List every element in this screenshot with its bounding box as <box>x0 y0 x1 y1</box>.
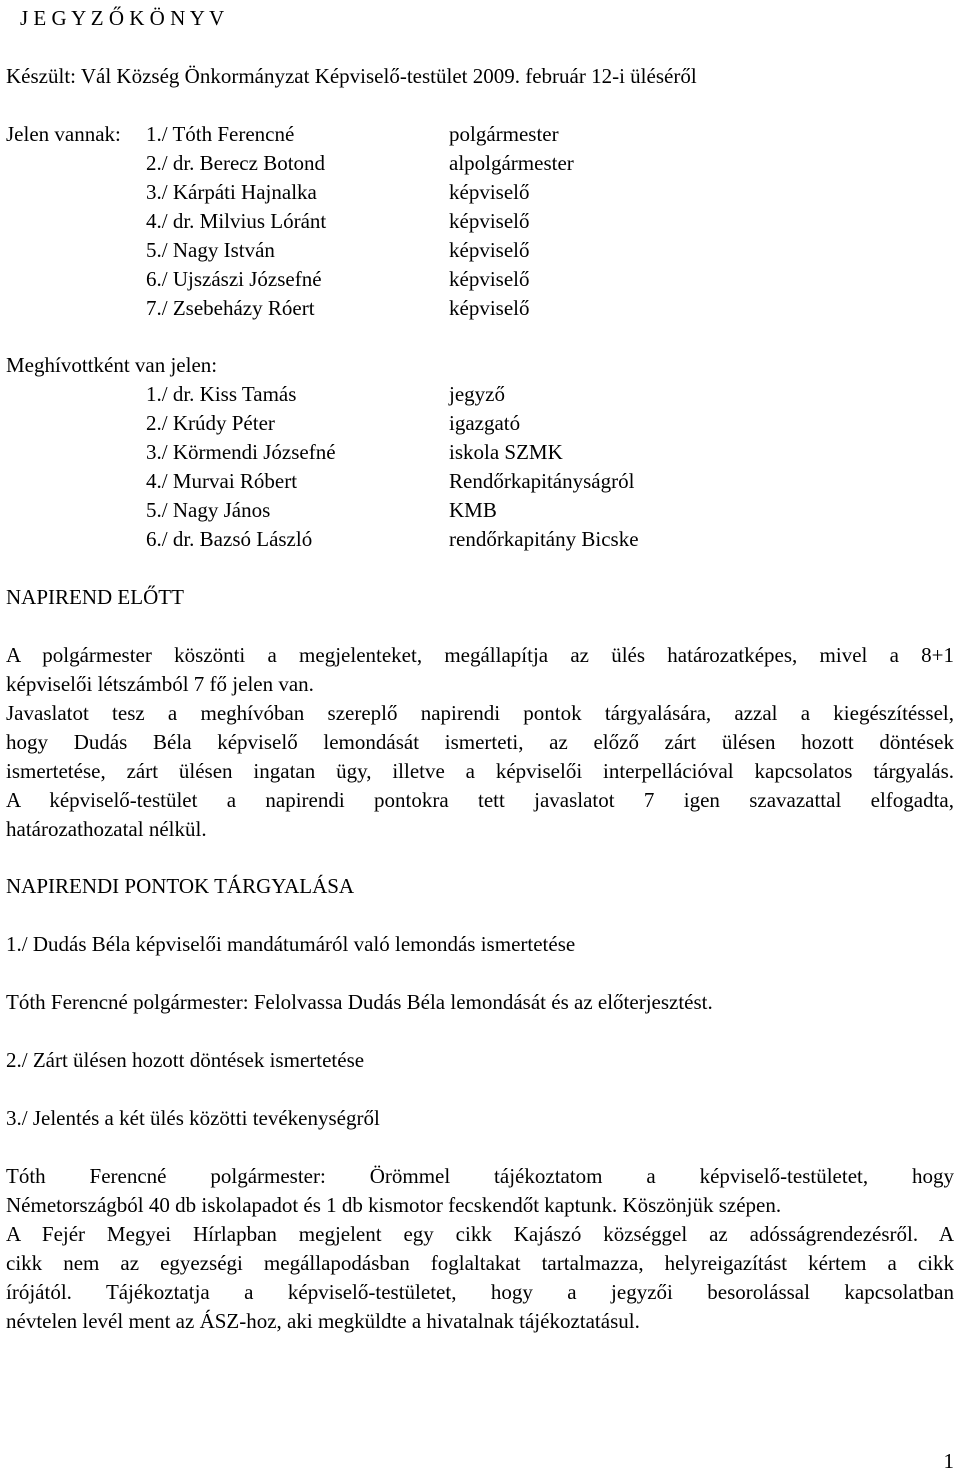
present-label: Jelen vannak: <box>6 122 121 146</box>
invited-label: Meghívottként van jelen: <box>6 353 218 377</box>
invited-name: 3./ Körmendi Józsefné <box>146 440 336 464</box>
agenda-item-2: 2./ Zárt ülésen hozott döntések ismertetése <box>6 1048 365 1072</box>
invited-name: 2./ Krúdy Péter <box>146 411 275 435</box>
paragraph-line: A polgármester köszönti a megjelenteket, megállapítja az ülés határozatképes, mivel a 8+1 <box>6 643 954 667</box>
invited-name: 6./ dr. Bazsó László <box>146 527 313 551</box>
paragraph-line: Javaslatot tesz a meghívóban szereplő napirendi pontok tárgyalására, azzal a kiegészítéssel, <box>6 701 954 725</box>
paragraph-line: A képviselő-testület a napirendi pontokra tett javaslatot 7 igen szavazattal elfogadta, <box>6 788 954 812</box>
paragraph-line: cikk nem az egyezségi megállapodásban foglaltakat tartalmazza, helyreigazítást kértem a cikk <box>6 1251 954 1275</box>
invited-role: KMB <box>449 498 497 522</box>
invited-role: Rendőrkapitányságról <box>449 469 635 493</box>
invited-role: jegyző <box>449 382 505 406</box>
present-name: 1./ Tóth Ferencné <box>146 122 295 146</box>
article-paragraph <box>6 1220 954 1336</box>
present-role: képviselő <box>449 296 530 320</box>
present-name: 5./ Nagy István <box>146 238 275 262</box>
page-number: 1 <box>943 1449 954 1473</box>
agenda-item-3: 3./ Jelentés a két ülés közötti tevékenységről <box>6 1106 380 1130</box>
paragraph-line: írójától. Tájékoztatja a képviselő-testületet, hogy a jegyzői besorolással kapcsolatban <box>6 1280 954 1304</box>
invited-name: 5./ Nagy János <box>146 498 271 522</box>
paragraph-line: Németországból 40 db iskolapadot és 1 db kismotor fecskendőt kaptunk. Köszönjük szépen. <box>6 1193 782 1217</box>
paragraph-line: Tóth Ferencné polgármester: Örömmel tájékoztatom a képviselő-testületet, hogy <box>6 1164 954 1188</box>
paragraph-line: határozathozatal nélkül. <box>6 817 207 841</box>
paragraph-line: A Fejér Megyei Hírlapban megjelent egy cikk Kajászó községgel az adósságrendezésről. A <box>6 1222 954 1246</box>
invited-name: 4./ Murvai Róbert <box>146 469 298 493</box>
present-name: 6./ Ujszászi Józsefné <box>146 267 322 291</box>
present-name: 4./ dr. Milvius Lóránt <box>146 209 327 233</box>
present-role: polgármester <box>449 122 559 146</box>
paragraph-line: ismertetése, zárt ülésen ingatan ügy, illetve a képviselői interpellációval kapcsolatos tárgyalás. <box>6 759 954 783</box>
present-role: képviselő <box>449 180 530 204</box>
agenda-item-1-text: Tóth Ferencné polgármester: Felolvassa Dudás Béla lemondását és az előterjesztést. <box>6 990 713 1014</box>
invited-role: igazgató <box>449 411 521 435</box>
opening-paragraph <box>6 641 954 699</box>
paragraph-line: képviselői létszámból 7 fő jelen van. <box>6 672 314 696</box>
present-name: 2./ dr. Berecz Botond <box>146 151 326 175</box>
agenda-heading: NAPIRENDI PONTOK TÁRGYALÁSA <box>6 874 355 898</box>
report-paragraph <box>6 1162 954 1220</box>
made-line: Készült: Vál Község Önkormányzat Képviselő-testület 2009. február 12-i üléséről <box>6 64 697 88</box>
invited-role: iskola SZMK <box>449 440 563 464</box>
present-name: 7./ Zsebeházy Róert <box>146 296 315 320</box>
paragraph-line: névtelen levél ment az ÁSZ-hoz, aki megküldte a hivatalnak tájékoztatásul. <box>6 1309 640 1333</box>
invited-name: 1./ dr. Kiss Tamás <box>146 382 297 406</box>
document-title: J E G Y Z Ő K Ö N Y V <box>20 6 225 30</box>
paragraph-line: hogy Dudás Béla képviselő lemondását ismerteti, az előző zárt ülésen hozott döntések <box>6 730 954 754</box>
present-role: képviselő <box>449 209 530 233</box>
present-role: képviselő <box>449 267 530 291</box>
present-role: képviselő <box>449 238 530 262</box>
before-agenda-heading: NAPIREND ELŐTT <box>6 585 184 609</box>
proposal-paragraph <box>6 699 954 844</box>
agenda-item-1: 1./ Dudás Béla képviselői mandátumáról való lemondás ismertetése <box>6 932 576 956</box>
present-role: alpolgármester <box>449 151 574 175</box>
invited-role: rendőrkapitány Bicske <box>449 527 639 551</box>
present-name: 3./ Kárpáti Hajnalka <box>146 180 317 204</box>
